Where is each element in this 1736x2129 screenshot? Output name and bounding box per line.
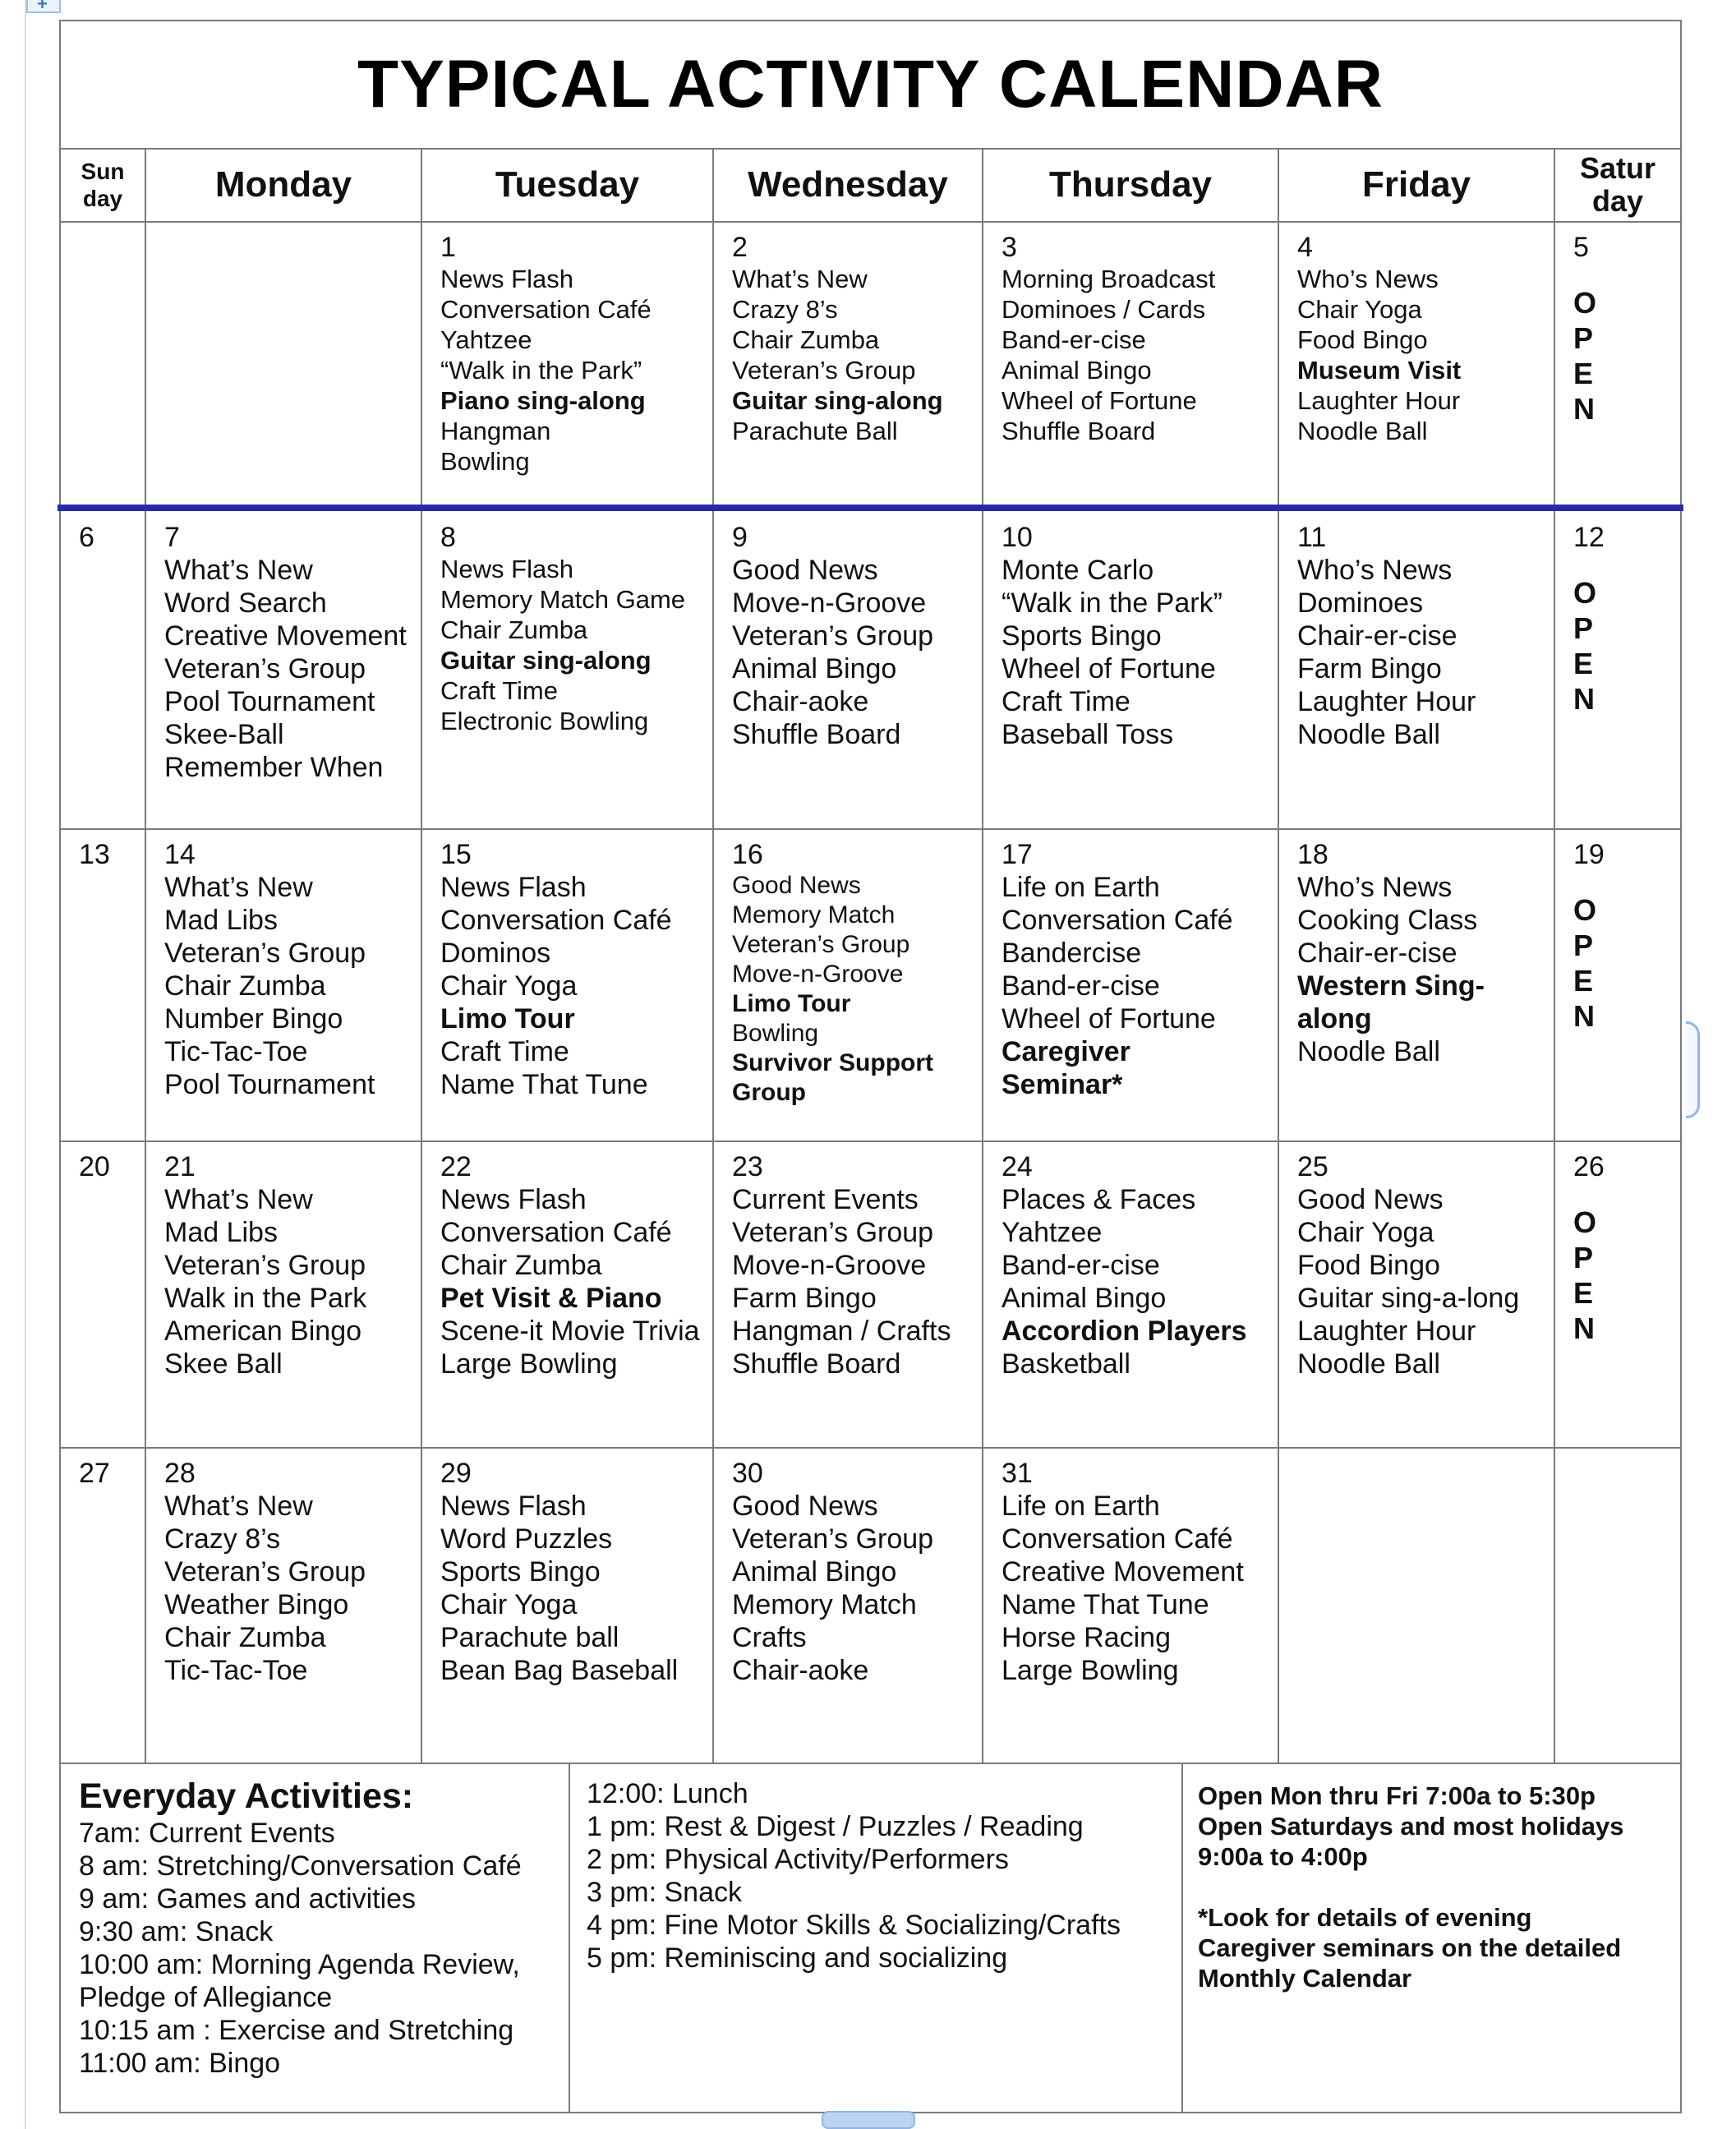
activity-item: Move-n-Groove [732, 961, 904, 988]
everyday-activities-heading: Everyday Activities: [79, 1776, 414, 1816]
activity-list [1002, 1183, 1278, 1380]
activity-item: What’s New [164, 1184, 313, 1215]
day-number: 30 [732, 1458, 763, 1489]
activity-list [1297, 1183, 1554, 1380]
activity-item: Life on Earth [1002, 1491, 1160, 1522]
schedule-line: Caregiver seminars on the detailed [1198, 1933, 1622, 1962]
schedule-line: 10:00 am: Morning Agenda Review, [79, 1949, 520, 1980]
activity-item: Mad Libs [164, 1217, 278, 1248]
activity-item: Conversation Café [1002, 905, 1233, 936]
activity-item: Good News [732, 555, 878, 586]
activity-item: Craft Time [1002, 686, 1130, 717]
activity-item: News Flash [440, 555, 573, 583]
everyday-activities-afternoon [587, 1764, 1178, 2113]
open-letter: N [1573, 1311, 1595, 1345]
activity-item: Chair Yoga [1297, 295, 1422, 324]
activity-item: Skee-Ball [164, 719, 284, 750]
activity-item: Farm Bingo [732, 1283, 877, 1314]
header-wednesday: Wednesday [748, 164, 948, 205]
activity-item: Veteran’s Group [732, 620, 934, 652]
activity-list [1297, 264, 1554, 446]
activity-item: Word Puzzles [440, 1523, 613, 1555]
activity-item: Large Bowling [1002, 1655, 1179, 1686]
activity-item: Hangman [440, 417, 551, 445]
day-number: 5 [1573, 232, 1589, 263]
day-cell-mon[interactable] [146, 513, 421, 828]
day-number: 27 [79, 1458, 110, 1489]
activity-item: Conversation Café [1002, 1523, 1233, 1555]
open-letter: N [1573, 392, 1595, 426]
activity-item: Parachute Ball [732, 417, 898, 445]
activity-list [1002, 554, 1278, 751]
activity-item: Who’s News [1297, 265, 1439, 293]
day-cell-wed[interactable] [714, 513, 982, 828]
activity-item: Bandercise [1002, 938, 1142, 969]
open-letter: E [1573, 647, 1594, 680]
activity-item: Band-er-cise [1002, 970, 1160, 1002]
activity-item: Basketball [1002, 1348, 1130, 1380]
open-letter: O [1573, 1205, 1597, 1239]
day-number: 25 [1297, 1151, 1328, 1182]
schedule-line: 1 pm: Rest & Digest / Puzzles / Reading [587, 1811, 1084, 1842]
activity-item: Large Bowling [440, 1348, 618, 1380]
header-monday: Monday [214, 164, 352, 205]
activity-item: Western Sing- [1297, 970, 1485, 1002]
activity-item: Accordion Players [1002, 1316, 1247, 1347]
activity-list [164, 554, 421, 784]
activity-item: Shuffle Board [1002, 417, 1156, 445]
day-number: 31 [1002, 1458, 1033, 1489]
activity-item: Food Bingo [1297, 1250, 1440, 1281]
activity-item: Laughter Hour [1297, 1316, 1476, 1347]
open-letter: O [1573, 286, 1597, 320]
activity-list [164, 1490, 421, 1687]
activity-item: Dominoes [1297, 588, 1424, 619]
day-number: 14 [164, 839, 196, 870]
activity-item: Shuffle Board [732, 1348, 901, 1380]
activity-item: Chair Zumba [164, 1622, 326, 1653]
open-letter: O [1573, 893, 1597, 927]
activity-item: Chair Yoga [1297, 1217, 1434, 1248]
open-vertical-label [1573, 285, 1680, 426]
activity-item: What’s New [164, 1491, 313, 1522]
activity-list [440, 264, 712, 477]
activity-item: Life on Earth [1002, 872, 1160, 903]
day-cell-sun[interactable] [61, 830, 145, 1141]
activity-item: Parachute ball [440, 1622, 619, 1653]
activity-item: Wheel of Fortune [1002, 653, 1216, 684]
day-number: 28 [164, 1458, 196, 1489]
activity-item: Crazy 8’s [732, 295, 838, 324]
day-number: 20 [79, 1151, 110, 1182]
activity-item: Noodle Ball [1297, 719, 1440, 750]
day-cell-wed[interactable] [714, 830, 982, 1141]
afternoon-schedule [587, 1777, 1178, 1975]
day-number: 7 [164, 522, 180, 553]
activity-item: Veteran’s Group [732, 1217, 934, 1248]
open-letter: E [1573, 1276, 1594, 1310]
morning-schedule [79, 1817, 564, 2080]
activity-item: Piano sing-along [440, 386, 646, 415]
schedule-line: 9:00a to 4:00p [1198, 1842, 1368, 1871]
activity-item: Cooking Class [1297, 905, 1478, 936]
activity-list [732, 554, 982, 751]
activity-list [732, 264, 982, 446]
schedule-line: *Look for details of evening [1198, 1903, 1532, 1932]
header-saturday: Satur day [1579, 150, 1656, 218]
activity-item: Conversation Café [440, 1217, 672, 1248]
schedule-line: 9:30 am: Snack [79, 1916, 274, 1947]
activity-item: Laughter Hour [1297, 686, 1476, 717]
day-cell-tue[interactable] [422, 513, 712, 828]
activity-item: Bean Bag Baseball [440, 1655, 679, 1686]
day-cell-sat[interactable] [1555, 223, 1680, 505]
activity-item: Word Search [164, 588, 327, 619]
header-tuesday: Tuesday [495, 164, 640, 205]
day-number: 26 [1573, 1151, 1605, 1182]
activity-item: Creative Movement [164, 620, 407, 652]
day-cell-mon[interactable] [146, 1142, 421, 1447]
activity-item: Survivor Support [732, 1049, 934, 1076]
activity-item: Places & Faces [1002, 1184, 1196, 1215]
open-vertical-label [1573, 1205, 1680, 1346]
activity-item: Group [732, 1079, 806, 1106]
activity-item: Animal Bingo [1002, 1283, 1167, 1314]
day-cell-thu[interactable] [983, 513, 1278, 828]
day-cell-sun[interactable] [61, 513, 145, 828]
activity-list [440, 1490, 712, 1687]
activity-item: Chair Zumba [440, 615, 588, 644]
activity-item: Skee Ball [164, 1348, 283, 1380]
activity-item: Conversation Café [440, 295, 652, 324]
activity-item: Crafts [732, 1622, 807, 1653]
activity-item: Sports Bingo [440, 1556, 601, 1588]
activity-item: Laughter Hour [1297, 386, 1461, 415]
activity-item: Veteran’s Group [732, 1523, 934, 1555]
schedule-line: 3 pm: Snack [587, 1877, 742, 1908]
activity-item: Band-er-cise [1002, 325, 1146, 354]
day-number: 17 [1002, 839, 1033, 870]
schedule-line: 10:15 am : Exercise and Stretching [79, 2015, 514, 2046]
activity-item: Good News [732, 872, 861, 899]
table-resize-handle-right[interactable] [1686, 1021, 1700, 1118]
day-number: 6 [79, 522, 94, 553]
day-cell-thu[interactable] [983, 1142, 1278, 1447]
open-letter: P [1573, 611, 1594, 645]
day-cell-tue[interactable] [422, 1142, 712, 1447]
activity-item: Chair-aoke [732, 686, 869, 717]
activity-item: Dominoes / Cards [1002, 295, 1206, 324]
activity-item: Craft Time [440, 1036, 569, 1067]
activity-item: along [1297, 1003, 1372, 1035]
activity-item: Veteran’s Group [164, 938, 366, 969]
activity-list [732, 871, 982, 1108]
activity-item: Monte Carlo [1002, 555, 1154, 586]
activity-item: News Flash [440, 1491, 587, 1522]
schedule-line: Open Mon thru Fri 7:00a to 5:30p [1198, 1781, 1596, 1810]
footer-divider [1181, 1764, 1183, 2113]
day-cell-fri[interactable] [1279, 1142, 1554, 1447]
activity-item: Name That Tune [1002, 1589, 1209, 1620]
activity-item: Chair Yoga [440, 1589, 578, 1620]
week-divider-blue-rule [58, 505, 1683, 511]
day-cell-mon[interactable] [146, 1449, 421, 1763]
day-number: 2 [732, 232, 748, 263]
activity-item: Who’s News [1297, 555, 1453, 586]
activity-item: Seminar* [1002, 1069, 1123, 1100]
header-sunday: Sun day [81, 158, 125, 211]
activity-item: Museum Visit [1297, 356, 1462, 385]
everyday-activities-morning [79, 1764, 564, 2113]
activity-item: Memory Match Game [440, 585, 686, 614]
day-number: 10 [1002, 522, 1033, 553]
activity-item: Pool Tournament [164, 686, 375, 717]
calendar-title: TYPICAL ACTIVITY CALENDAR [61, 21, 1680, 150]
open-letter: E [1573, 964, 1594, 998]
day-number: 15 [440, 839, 472, 870]
activity-item: News Flash [440, 872, 587, 903]
activity-item: Scene-it Movie Trivia [440, 1316, 700, 1347]
activity-list [732, 1490, 982, 1687]
open-vertical-label [1573, 575, 1680, 717]
activity-item: Pool Tournament [164, 1069, 375, 1100]
activity-item: Animal Bingo [732, 1556, 897, 1588]
activity-item: Crazy 8’s [164, 1523, 281, 1555]
activity-item: Chair-aoke [732, 1655, 869, 1686]
activity-list [1297, 871, 1554, 1068]
activity-item: Move-n-Groove [732, 588, 927, 619]
day-number: 21 [164, 1151, 196, 1182]
activity-item: American Bingo [164, 1316, 362, 1347]
open-letter: P [1573, 1241, 1594, 1274]
day-number: 16 [732, 839, 763, 870]
day-cell-sat[interactable] [1555, 513, 1680, 828]
activity-item: Pet Visit & Piano [440, 1283, 662, 1314]
open-vertical-label [1573, 892, 1680, 1034]
activity-item: Noodle Ball [1297, 1348, 1440, 1380]
activity-item: Yahtzee [440, 325, 532, 354]
header-friday: Friday [1361, 164, 1471, 205]
activity-list [1002, 1490, 1278, 1687]
day-number: 18 [1297, 839, 1328, 870]
activity-item: Chair Yoga [440, 970, 578, 1002]
activity-item: Wheel of Fortune [1002, 386, 1197, 415]
schedule-line: 11:00 am: Bingo [79, 2048, 281, 2079]
day-number: 9 [732, 522, 748, 553]
day-cell-tue[interactable] [422, 1449, 712, 1763]
activity-list [440, 871, 712, 1101]
activity-item: Noodle Ball [1297, 1036, 1440, 1067]
table-resize-handle-bottom[interactable] [822, 2111, 915, 2129]
activity-item: “Walk in the Park” [440, 356, 642, 385]
activity-item: Craft Time [440, 676, 558, 705]
activity-item: What’s New [732, 265, 868, 293]
day-cell-thu[interactable] [983, 830, 1278, 1141]
activity-item: Food Bingo [1297, 325, 1428, 354]
activity-item: Shuffle Board [732, 719, 901, 750]
activity-item: Guitar sing-a-long [1297, 1283, 1520, 1314]
activity-item: Veteran’s Group [164, 653, 366, 684]
day-number: 23 [732, 1151, 763, 1182]
schedule-line: 5 pm: Reminiscing and socializing [587, 1942, 1008, 1974]
activity-item: Caregiver [1002, 1036, 1130, 1067]
activity-item: Baseball Toss [1002, 719, 1174, 750]
activity-item: News Flash [440, 1184, 587, 1215]
day-cell-sat[interactable] [1555, 1142, 1680, 1447]
activity-item: Animal Bingo [732, 653, 897, 684]
activity-item: Memory Match [732, 901, 896, 929]
activity-item: Walk in the Park [164, 1283, 367, 1314]
activity-list [1002, 871, 1278, 1101]
activity-item: Who’s News [1297, 872, 1453, 903]
activity-item: Limo Tour [440, 1003, 575, 1035]
day-cell-sun[interactable] [61, 1142, 145, 1447]
open-letter: E [1573, 357, 1594, 390]
activity-list [1297, 554, 1554, 751]
schedule-line: 8 am: Stretching/Conversation Café [79, 1850, 522, 1882]
day-cell-mon[interactable] [146, 223, 421, 505]
day-cell-tue[interactable] [422, 223, 712, 505]
day-number: 3 [1002, 232, 1017, 263]
activity-item: Chair-er-cise [1297, 938, 1457, 969]
activity-item: Electronic Bowling [440, 707, 649, 735]
footer-divider [569, 1764, 570, 2113]
activity-item: Chair Zumba [164, 970, 326, 1002]
activity-item: Chair Zumba [440, 1250, 602, 1281]
activity-list [1002, 264, 1278, 446]
activity-item: Current Events [732, 1184, 919, 1215]
day-number: 11 [1297, 522, 1327, 553]
activity-item: Veteran’s Group [732, 356, 916, 385]
activity-item: Guitar sing-along [440, 646, 652, 675]
activity-list [164, 871, 421, 1101]
day-number: 24 [1002, 1151, 1033, 1182]
activity-item: Yahtzee [1002, 1217, 1103, 1248]
activity-item: Name That Tune [440, 1069, 648, 1100]
activity-item: Sports Bingo [1002, 620, 1162, 652]
activity-item: Remember When [164, 752, 384, 783]
day-number: 12 [1573, 522, 1605, 553]
activity-item: Hangman / Crafts [732, 1316, 951, 1347]
day-number: 8 [440, 522, 456, 553]
schedule-line: 12:00: Lunch [587, 1778, 748, 1809]
activity-item: Mad Libs [164, 905, 278, 936]
day-cell-sun[interactable] [61, 1449, 145, 1763]
schedule-line: 2 pm: Physical Activity/Performers [587, 1844, 1009, 1875]
day-number: 29 [440, 1458, 472, 1489]
activity-item: Veteran’s Group [164, 1556, 366, 1588]
activity-item: Veteran’s Group [732, 931, 910, 958]
day-cell-sat[interactable] [1555, 830, 1680, 1141]
activity-item: What’s New [164, 872, 313, 903]
open-letter: N [1573, 682, 1595, 716]
day-cell-fri[interactable] [1279, 513, 1554, 828]
activity-item: Weather Bingo [164, 1589, 349, 1620]
open-letter: P [1573, 321, 1594, 355]
day-cell-wed[interactable] [714, 223, 982, 505]
day-cell-fri[interactable] [1279, 223, 1554, 505]
day-number: 19 [1573, 839, 1605, 870]
schedule-line: 4 pm: Fine Motor Skills & Socializing/Crafts [587, 1910, 1121, 1941]
table-move-handle[interactable] [26, 0, 61, 13]
activity-item: Wheel of Fortune [1002, 1003, 1216, 1035]
open-letter: O [1573, 576, 1597, 610]
day-cell-sat[interactable] [1555, 1449, 1680, 1763]
activity-item: Dominos [440, 938, 551, 969]
activity-item: News Flash [440, 265, 573, 293]
day-cell-wed[interactable] [714, 1142, 982, 1447]
activity-item: Horse Racing [1002, 1622, 1171, 1653]
activity-list [440, 1183, 712, 1380]
hours-and-notes [1198, 1764, 1683, 2113]
activity-item: Animal Bingo [1002, 356, 1152, 385]
activity-item: Noodle Ball [1297, 417, 1428, 445]
activity-item: Chair Zumba [732, 325, 880, 354]
page-guide-line [25, 0, 26, 2129]
day-number: 13 [79, 839, 110, 870]
activity-item: Bowling [732, 1020, 819, 1047]
activity-item: Limo Tour [732, 990, 851, 1017]
day-cell-tue[interactable] [422, 830, 712, 1141]
opening-hours [1198, 1781, 1683, 1872]
activity-calendar-table [59, 20, 1682, 2113]
activity-item: Creative Movement [1002, 1556, 1244, 1588]
day-cell-fri[interactable] [1279, 1449, 1554, 1763]
day-cell-mon[interactable] [146, 830, 421, 1141]
day-cell-thu[interactable] [983, 223, 1278, 505]
activity-item: Guitar sing-along [732, 386, 943, 415]
header-thursday: Thursday [1048, 164, 1213, 205]
activity-list [440, 554, 712, 736]
caregiver-seminar-note [1198, 1902, 1683, 1993]
day-cell-sun[interactable] [61, 223, 145, 505]
schedule-line: Monthly Calendar [1198, 1964, 1412, 1993]
open-letter: N [1573, 999, 1595, 1033]
activity-item: Band-er-cise [1002, 1250, 1160, 1281]
activity-item: Tic-Tac-Toe [164, 1036, 308, 1067]
schedule-line: 7am: Current Events [79, 1818, 335, 1849]
activity-list [164, 1183, 421, 1380]
day-cell-fri[interactable] [1279, 830, 1554, 1141]
activity-item: Good News [1297, 1184, 1444, 1215]
activity-list [732, 1183, 982, 1380]
day-cell-thu[interactable] [983, 1449, 1278, 1763]
activity-item: Veteran’s Group [164, 1250, 366, 1281]
activity-item: “Walk in the Park” [1002, 588, 1223, 619]
schedule-line: Pledge of Allegiance [79, 1982, 333, 2013]
activity-item: Good News [732, 1491, 878, 1522]
activity-item: Bowling [440, 447, 530, 476]
activity-item: Move-n-Groove [732, 1250, 927, 1281]
activity-item: Conversation Café [440, 905, 672, 936]
activity-item: What’s New [164, 555, 313, 586]
day-number: 22 [440, 1151, 472, 1182]
open-letter: P [1573, 929, 1594, 962]
activity-item: Memory Match [732, 1589, 917, 1620]
schedule-line: 9 am: Games and activities [79, 1883, 417, 1915]
day-number: 1 [440, 232, 456, 263]
day-number: 4 [1297, 232, 1313, 263]
activity-item: Morning Broadcast [1002, 265, 1216, 293]
activity-item: Farm Bingo [1297, 653, 1442, 684]
activity-item: Number Bingo [164, 1003, 343, 1035]
activity-item: Chair-er-cise [1297, 620, 1457, 652]
activity-item: Tic-Tac-Toe [164, 1655, 308, 1686]
day-cell-wed[interactable] [714, 1449, 982, 1763]
schedule-line: Open Saturdays and most holidays [1198, 1812, 1624, 1841]
